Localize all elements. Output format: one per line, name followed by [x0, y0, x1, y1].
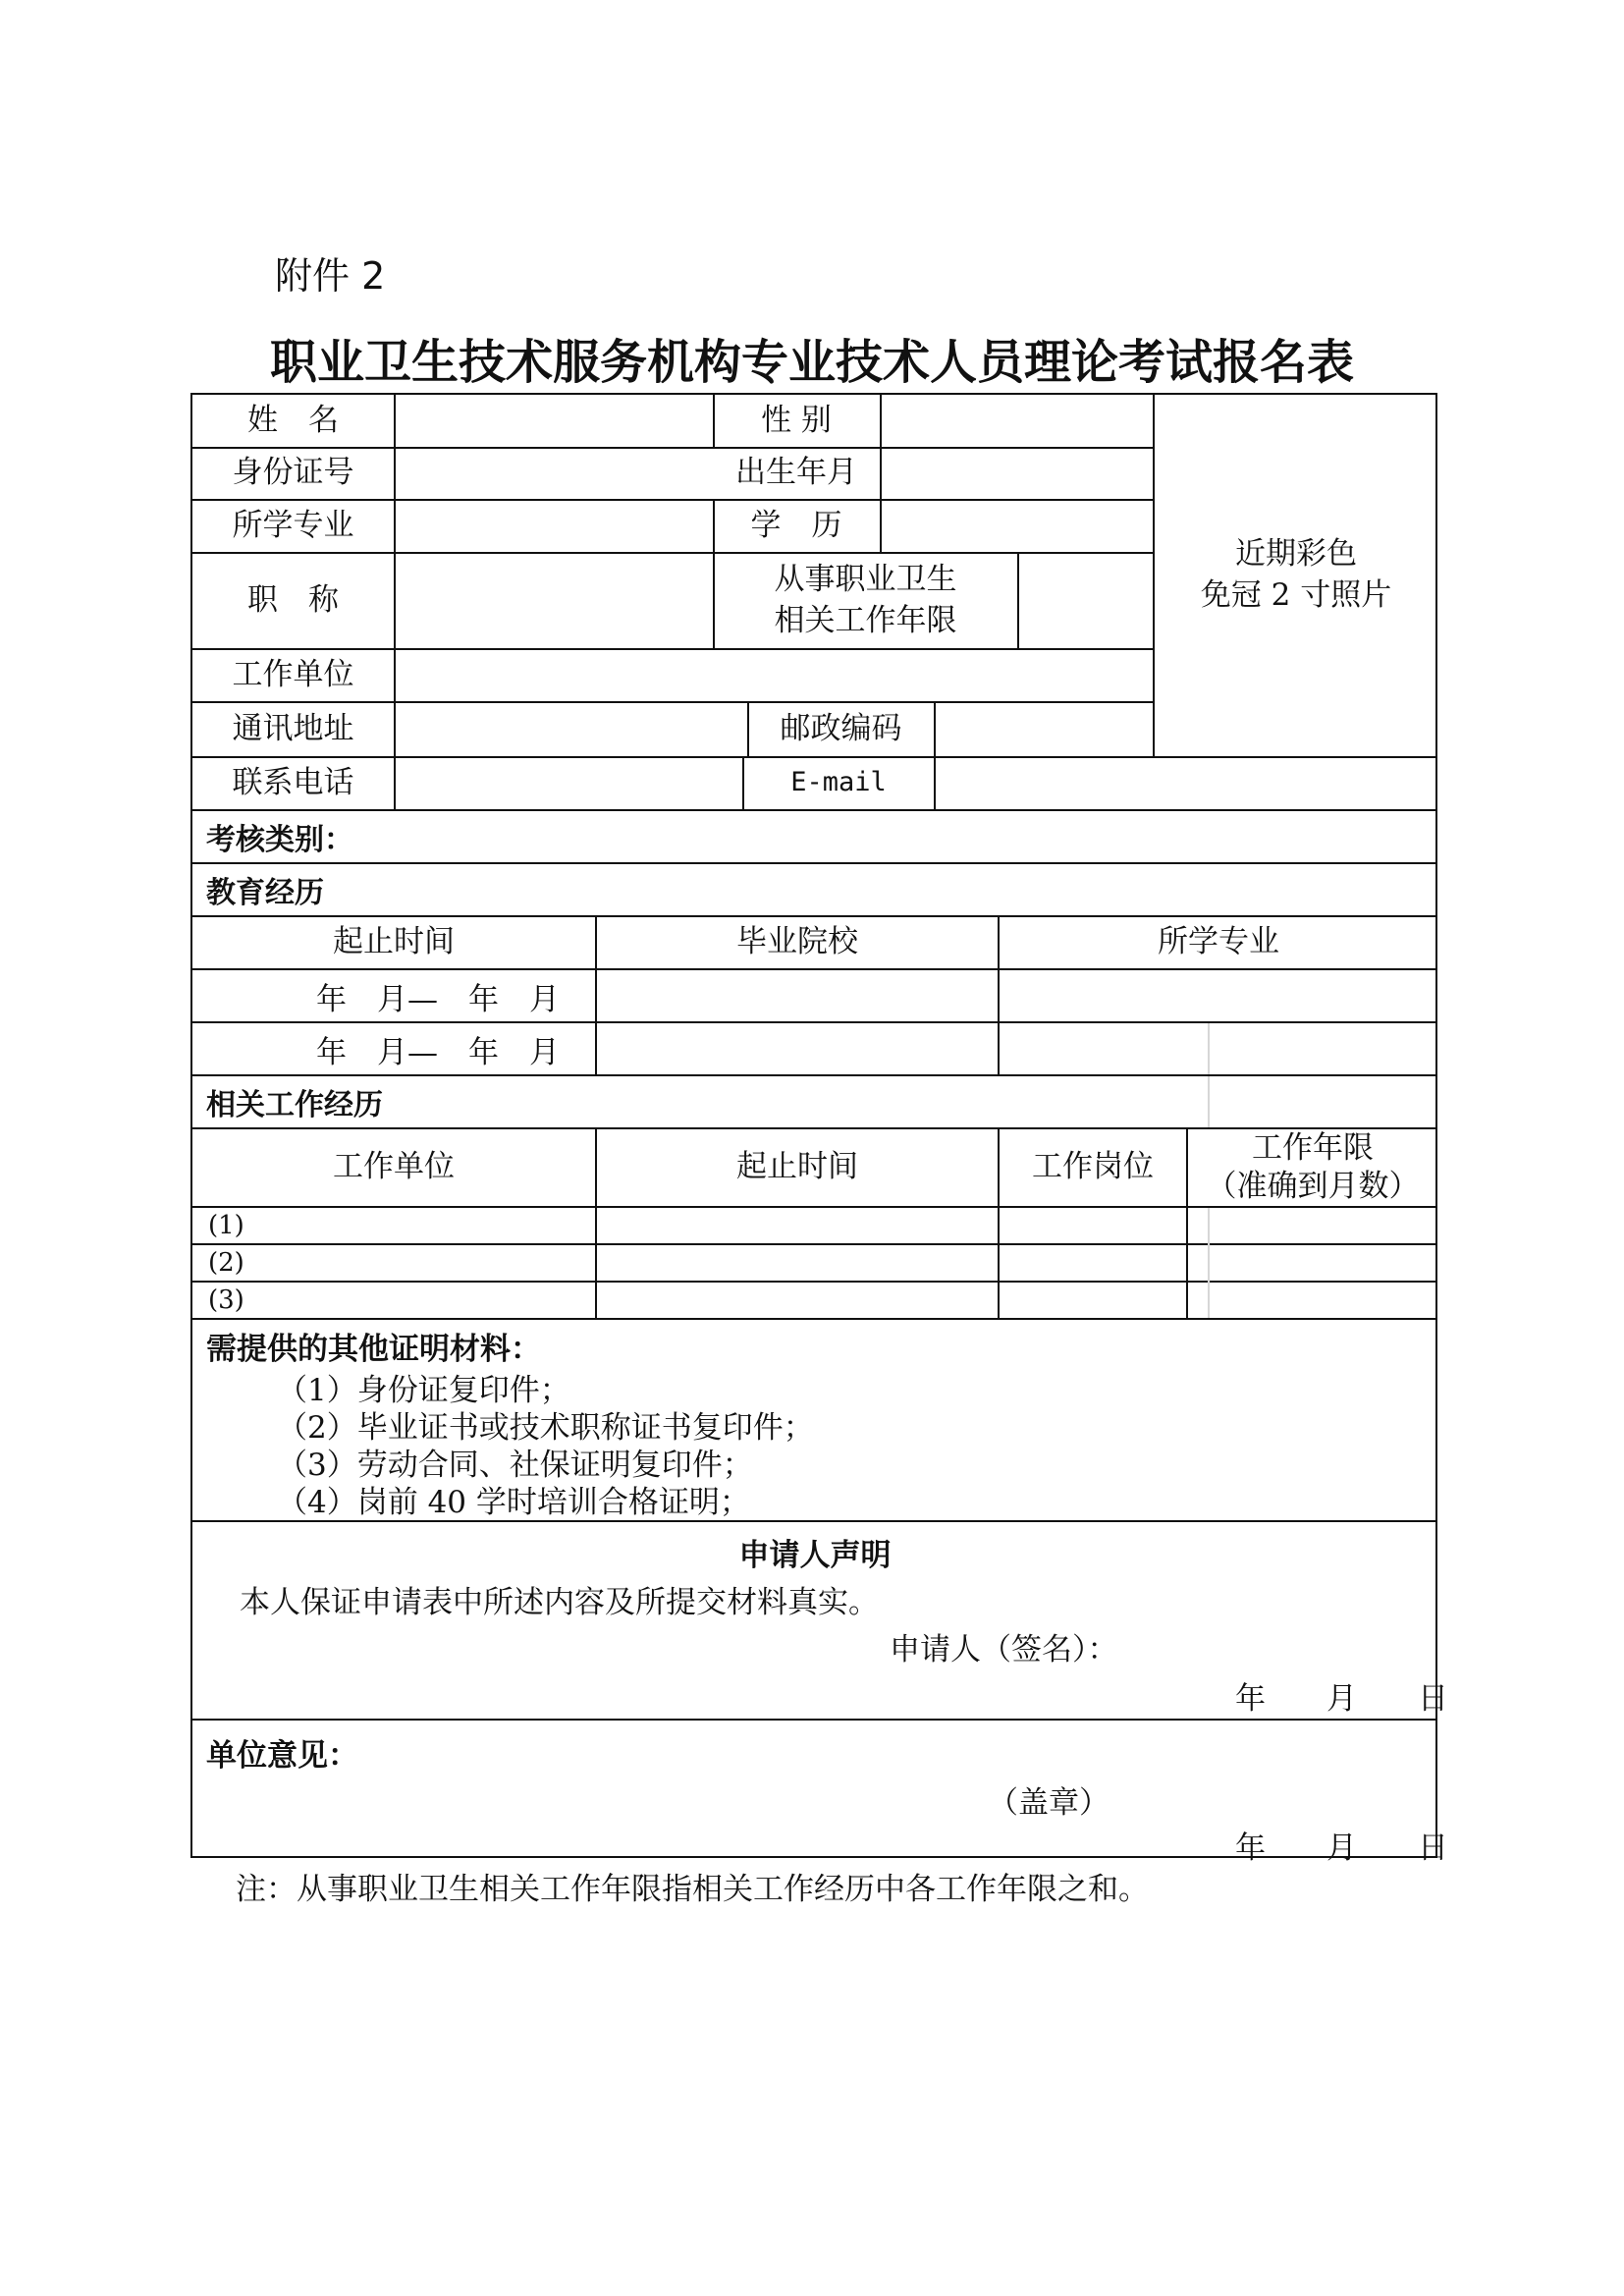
footnote: 注：从事职业卫生相关工作年限指相关工作经历中各工作年限之和。: [236, 1872, 1149, 1907]
work-row-index: (2): [208, 1248, 244, 1278]
declaration-date: 年 月 日: [1235, 1681, 1448, 1717]
declaration-title: 申请人声明: [738, 1538, 892, 1573]
phone-label: 联系电话: [232, 764, 354, 800]
exam-category-label: 考核类别：: [206, 823, 353, 857]
unit-opinion-date: 年 月 日: [1235, 1831, 1448, 1866]
photo-hint-line2: 免冠 2 寸照片: [1200, 577, 1392, 613]
photo-hint-line1: 近期彩色: [1235, 536, 1357, 573]
work-header-position: 工作岗位: [1032, 1149, 1154, 1185]
unit-opinion-label: 单位意见：: [206, 1738, 358, 1774]
work-section-label: 相关工作经历: [206, 1088, 383, 1122]
address-label: 通讯地址: [232, 710, 354, 746]
materials-label: 需提供的其他证明材料：: [206, 1332, 541, 1367]
education-label: 学 历: [750, 507, 842, 543]
postcode-label: 邮政编码: [780, 710, 902, 746]
id-number-field[interactable]: [395, 448, 713, 499]
work-years-field[interactable]: [1019, 553, 1153, 648]
edu-header-school: 毕业院校: [736, 924, 858, 960]
phone-field[interactable]: [395, 757, 742, 809]
edu-header-major: 所学专业: [1158, 924, 1279, 960]
declaration-text: 本人保证申请表中所述内容及所提交材料真实。: [240, 1585, 879, 1620]
id-number-label: 身份证号: [232, 455, 354, 491]
work-unit-label: 工作单位: [232, 656, 354, 692]
photo-box[interactable]: [1155, 395, 1437, 756]
edu-header-period: 起止时间: [333, 924, 455, 960]
materials-item: （3）劳动合同、社保证明复印件；: [277, 1448, 753, 1483]
materials-item: （4）岗前 40 学时培训合格证明；: [277, 1485, 750, 1520]
gender-label: 性 别: [761, 402, 832, 438]
job-title-field[interactable]: [395, 553, 713, 648]
materials-item: （2）毕业证书或技术职称证书复印件；: [277, 1410, 814, 1446]
job-title-label: 职 称: [247, 581, 339, 618]
attachment-label: 附件 2: [275, 254, 386, 298]
name-field[interactable]: [395, 395, 713, 447]
postcode-field[interactable]: [936, 702, 1153, 756]
edu-row-period[interactable]: 年 月— 年 月: [316, 981, 560, 1017]
registration-form: [190, 393, 1448, 1866]
materials-item: （1）身份证复印件；: [277, 1373, 570, 1408]
work-header-period: 起止时间: [736, 1149, 858, 1185]
birth-label: 出生年月: [735, 455, 857, 491]
work-unit-field[interactable]: [395, 649, 1153, 701]
work-row-index: (3): [208, 1285, 244, 1315]
birth-field[interactable]: [882, 448, 1153, 499]
address-field[interactable]: [395, 702, 747, 756]
work-row-index: (1): [208, 1211, 244, 1240]
major-label: 所学专业: [232, 507, 354, 543]
work-years-label-line1: 从事职业卫生: [774, 561, 957, 597]
name-label: 姓 名: [247, 402, 339, 438]
work-years-label-line2: 相关工作年限: [774, 602, 957, 638]
form-title: 职业卫生技术服务机构专业技术人员理论考试报名表: [269, 335, 1354, 390]
edu-row-period[interactable]: 年 月— 年 月: [316, 1034, 560, 1070]
work-years-label: [714, 553, 1017, 648]
education-field[interactable]: [882, 500, 1153, 552]
major-field[interactable]: [395, 500, 713, 552]
work-header-years-line1: 工作年限: [1252, 1130, 1374, 1167]
gender-field[interactable]: [882, 395, 1153, 447]
work-header-years: [1188, 1129, 1437, 1206]
education-section-label: 教育经历: [206, 876, 324, 910]
email-field[interactable]: [936, 757, 1435, 809]
signature-label: 申请人（签名）：: [890, 1632, 1118, 1667]
work-header-years-line2: （准确到月数）: [1206, 1169, 1420, 1204]
seal-label: （盖章）: [988, 1785, 1110, 1821]
email-label: E-mail: [790, 767, 887, 798]
work-header-unit: 工作单位: [333, 1149, 455, 1185]
